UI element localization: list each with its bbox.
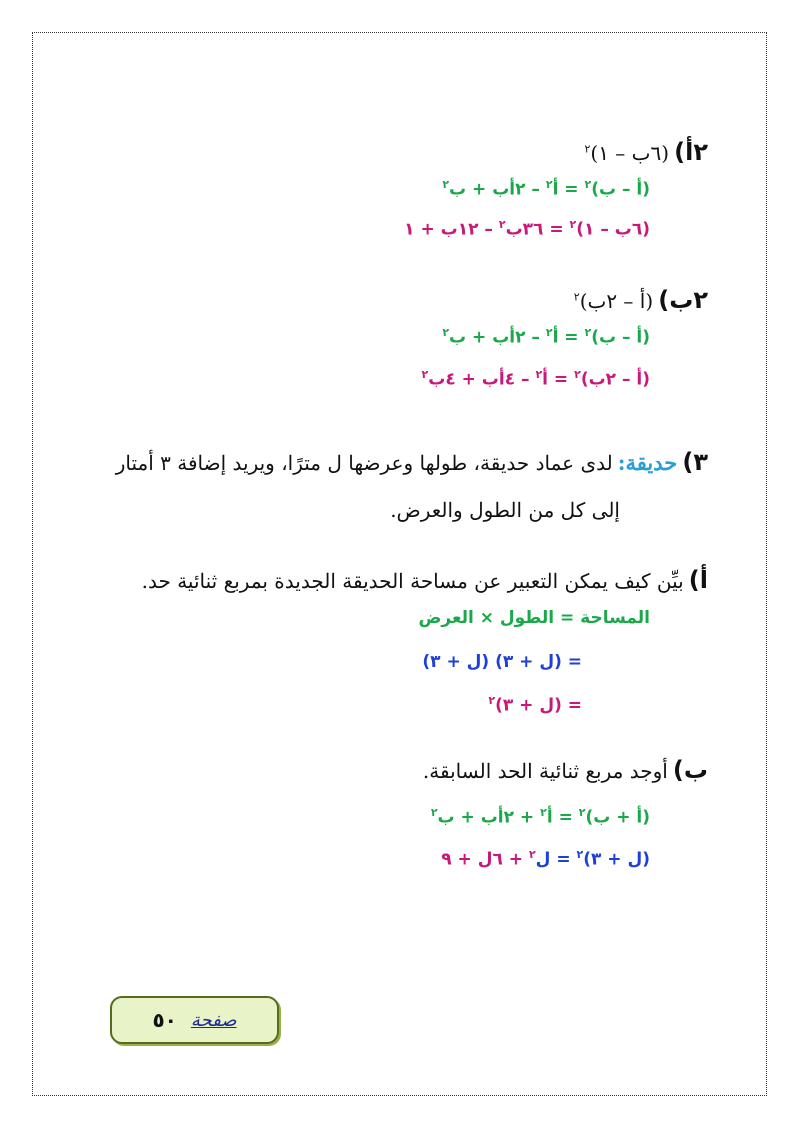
page-word: صفحة [190,1009,237,1031]
problem-3-statement [116,448,708,476]
problem-2a-label: ٢أ) [674,138,708,166]
page-number-badge [110,996,279,1044]
area-rule: المساحة = الطول × العرض [418,608,650,628]
problem-3a-label: أ) [688,566,708,594]
problem-2a-rule: (أ – ب)$^٢$ = أ$^٢$ – ٢أب + ب$^٢$ [442,178,650,200]
problem-3-number: ٣) [682,448,708,476]
problem-3b-label: ب) [672,756,708,784]
problem-3b-answer: (ل + ٣)$^٢$ = ل$^٢$ + ٦ل + ٩ [441,848,650,870]
problem-2b-heading [574,286,708,314]
problem-2b-rule: (أ – ب)$^٢$ = أ$^٢$ – ٢أب + ب$^٢$ [442,326,650,348]
problem-3-text-line1: لدى عماد حديقة، طولها وعرضها ل مترًا، ويريد إضافة ٣ أمتار [115,451,613,475]
problem-2a-answer: (٦ب – ١)$^٢$ = ٣٦ب$^٢$ – ١٢ب + ١ [404,218,650,240]
problem-3b-question [423,756,708,784]
page-number: ٥٠ [152,1008,177,1032]
problem-2a-expression: (٦ب – ١)$^٢$ [584,141,670,165]
page-border [32,32,767,1096]
problem-2b-expression: (أ – ٢ب)$^٢$ [573,289,654,313]
problem-2b-label: ٢ب) [658,286,708,314]
problem-2b-answer: (أ – ٢ب)$^٢$ = أ$^٢$ – ٤أب + ٤ب$^٢$ [421,368,650,390]
problem-3b-rule: (أ + ب)$^٢$ = أ$^٢$ + ٢أب + ب$^٢$ [430,806,650,828]
problem-3a-question [142,566,708,594]
problem-3b-text: أوجد مربع ثنائية الحد السابقة. [422,759,668,783]
area-step-2: = (ل + ٣)$^٢$ [488,694,582,716]
problem-3-title: حديقة: [617,450,678,475]
problem-3-text-line2: إلى كل من الطول والعرض. [390,498,620,522]
problem-2a-heading [584,138,708,166]
area-step-1: = (ل + ٣) (ل + ٣) [422,652,582,672]
problem-3a-text: بيِّن كيف يمكن التعبير عن مساحة الحديقة الجديدة بمربع ثنائية حد. [141,569,684,593]
